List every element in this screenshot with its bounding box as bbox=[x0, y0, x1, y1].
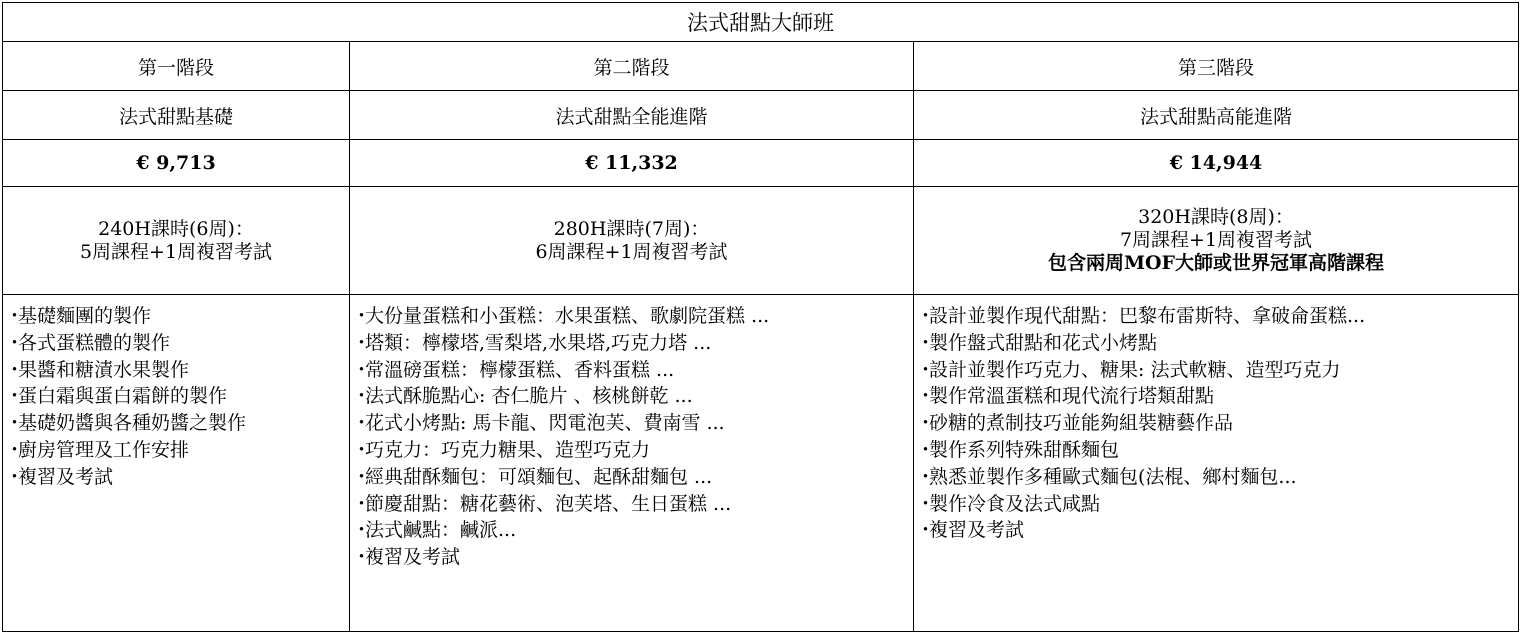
list-item: ・ 複習及考試 bbox=[356, 544, 907, 571]
list-item: ・ 節慶甜點：糖花藝術、泡芙塔、生日蛋糕 ... bbox=[356, 491, 907, 518]
hours-cell bbox=[350, 187, 914, 295]
list-item: ・ 果醬和糖漬水果製作 bbox=[9, 357, 343, 384]
hours-cell bbox=[914, 187, 1519, 295]
hours-line: 7周課程+1周複習考試 bbox=[1119, 229, 1313, 251]
list-item: ・ 大份量蛋糕和小蛋糕：水果蛋糕、歌劇院蛋糕 ... bbox=[356, 303, 907, 330]
list-item: ・ 各式蛋糕體的製作 bbox=[9, 330, 343, 357]
stage-cell: 第一階段 bbox=[3, 42, 350, 91]
course-document bbox=[2, 2, 1518, 624]
list-item: ・ 複習及考試 bbox=[920, 517, 1512, 544]
content-cell bbox=[3, 295, 350, 632]
list-item: ・ 製作盤式甜點和花式小烤點 bbox=[920, 330, 1512, 357]
price-cell: € 11,332 bbox=[350, 140, 914, 187]
list-item: ・ 經典甜酥麵包：可頌麵包、起酥甜麵包 ... bbox=[356, 464, 907, 491]
content-cell bbox=[350, 295, 914, 632]
hours-line: 320H課時(8周)： bbox=[1138, 206, 1294, 228]
stage-cell: 第二階段 bbox=[350, 42, 914, 91]
table-title: 法式甜點大師班 bbox=[3, 3, 1519, 42]
hours-cell bbox=[3, 187, 350, 295]
hours-row bbox=[3, 187, 1519, 295]
price-cell: € 14,944 bbox=[914, 140, 1519, 187]
hours-line: 280H課時(7周)： bbox=[553, 217, 710, 240]
list-item: ・ 蛋白霜與蛋白霜餅的製作 bbox=[9, 383, 343, 410]
list-item: ・ 製作常溫蛋糕和現代流行塔類甜點 bbox=[920, 383, 1512, 410]
course-name-cell: 法式甜點全能進階 bbox=[350, 91, 914, 140]
price-cell: € 9,713 bbox=[3, 140, 350, 187]
content-list bbox=[920, 303, 1512, 544]
list-item: ・ 基礎麵團的製作 bbox=[9, 303, 343, 330]
content-row bbox=[3, 295, 1519, 632]
title-row bbox=[3, 3, 1519, 42]
list-item: ・ 塔類：檸檬塔,雪梨塔,水果塔,巧克力塔 ... bbox=[356, 330, 907, 357]
price-row bbox=[3, 140, 1519, 187]
list-item: ・ 熟悉並製作多種歐式麵包(法棍、鄉村麵包... bbox=[920, 464, 1512, 491]
list-item: ・ 設計並製作巧克力、糖果: 法式軟糖、造型巧克力 bbox=[920, 357, 1512, 384]
list-item: ・ 花式小烤點: 馬卡龍、閃電泡芙、費南雪 ... bbox=[356, 410, 907, 437]
course-table bbox=[2, 2, 1519, 632]
list-item: ・ 巧克力：巧克力糖果、造型巧克力 bbox=[356, 437, 907, 464]
hours-line: 5周課程+1周複習考試 bbox=[79, 240, 273, 263]
stage-row bbox=[3, 42, 1519, 91]
content-list bbox=[356, 303, 907, 571]
course-name-cell: 法式甜點高能進階 bbox=[914, 91, 1519, 140]
list-item: ・ 製作冷食及法式咸點 bbox=[920, 491, 1512, 518]
list-item: ・ 基礎奶醬與各種奶醬之製作 bbox=[9, 410, 343, 437]
content-cell bbox=[914, 295, 1519, 632]
course-name-cell: 法式甜點基礎 bbox=[3, 91, 350, 140]
list-item: ・ 常溫磅蛋糕：檸檬蛋糕、香料蛋糕 ... bbox=[356, 357, 907, 384]
list-item: ・ 製作系列特殊甜酥麵包 bbox=[920, 437, 1512, 464]
list-item: ・ 砂糖的煮制技巧並能夠組裝糖藝作品 bbox=[920, 410, 1512, 437]
course-name-row bbox=[3, 91, 1519, 140]
list-item: ・ 法式酥脆點心: 杏仁脆片 、核桃餅乾 ... bbox=[356, 383, 907, 410]
list-item: ・ 廚房管理及工作安排 bbox=[9, 437, 343, 464]
stage-cell: 第三階段 bbox=[914, 42, 1519, 91]
list-item: ・ 法式鹹點：鹹派... bbox=[356, 517, 907, 544]
content-list bbox=[9, 303, 343, 491]
mof-highlight-line: 包含兩周MOF大師或世界冠軍高階課程 bbox=[1047, 252, 1385, 274]
hours-line: 240H課時(6周)： bbox=[98, 217, 254, 240]
hours-line: 6周課程+1周複習考試 bbox=[535, 240, 728, 263]
list-item: ・ 設計並製作現代甜點：巴黎布雷斯特、拿破侖蛋糕... bbox=[920, 303, 1512, 330]
list-item: ・ 複習及考試 bbox=[9, 464, 343, 491]
